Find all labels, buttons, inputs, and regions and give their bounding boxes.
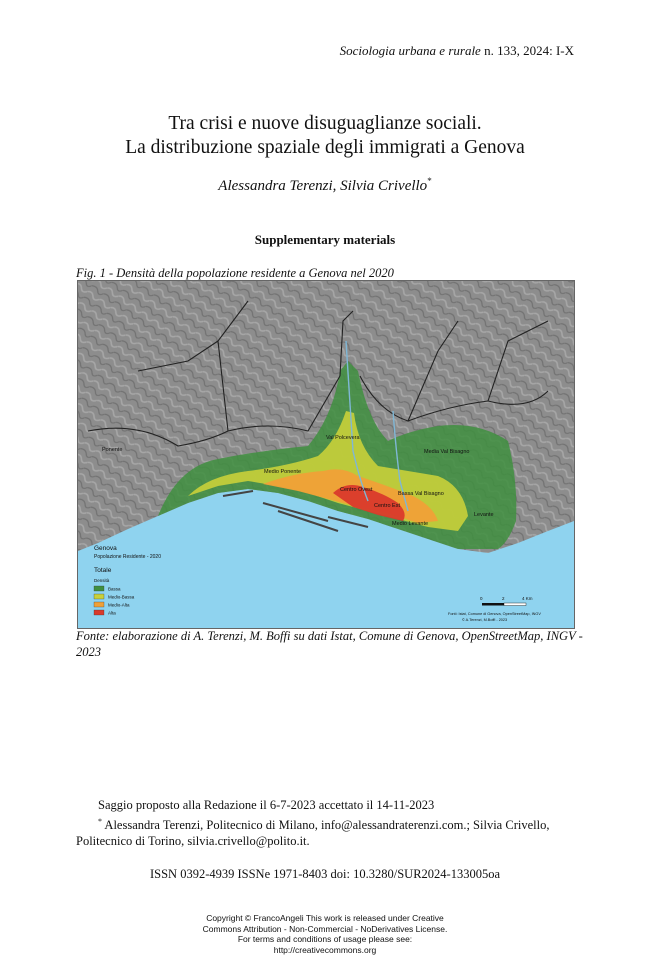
scale-bar-segment	[482, 603, 504, 606]
license-line: Copyright © FrancoAngeli This work is released under Creative	[206, 913, 444, 923]
legend-label: Alta	[108, 610, 116, 616]
license-notice	[0, 913, 650, 955]
article-title	[0, 112, 650, 160]
place-label: Levante	[474, 512, 494, 518]
legend-swatch-alta	[94, 610, 104, 615]
license-line: Commons Attribution - Non-Commercial - NoDerivatives License.	[202, 923, 448, 934]
place-label: Bassa Val Bisagno	[398, 491, 444, 497]
place-label: Ponente	[102, 447, 123, 453]
author-footnote-mark: *	[427, 176, 432, 186]
legend-heading: Totale	[94, 567, 112, 574]
footnote-mark: *	[98, 817, 102, 826]
author-names: Alessandra Terenzi, Silvia Crivello	[218, 178, 428, 194]
authors	[0, 176, 650, 195]
title-line-2: La distribuzione spaziale degli immigrati a Genova	[125, 137, 525, 158]
issn-doi: ISSN 0392-4939 ISSNe 1971-8403 doi: 10.3280/SUR2024-133005oa	[149, 867, 500, 881]
scale-tick: 0	[480, 596, 483, 601]
place-label: Medio Ponente	[264, 469, 301, 475]
map-credit-line: Fonti: Istat, Comune di Genova, OpenStreetMap, INGV	[448, 612, 541, 616]
figure-caption: Fig. 1 - Densità della popolazione residente a Genova nel 2020	[76, 266, 394, 280]
submission-note: Saggio proposto alla Redazione il 6-7-2023 accettato il 14-11-2023	[98, 798, 435, 812]
map-graphic	[78, 281, 574, 628]
legend-title: Genova	[94, 545, 117, 552]
scale-tick: 4 Km	[522, 596, 533, 601]
legend-subtitle: Popolazione Residente - 2020	[94, 554, 161, 560]
legend-swatch-bassa	[94, 586, 104, 591]
place-label: Centro Est	[374, 503, 400, 509]
section-heading: Supplementary materials	[254, 232, 396, 247]
place-label: Medio Levante	[392, 521, 429, 527]
journal-issue: n. 133, 2024: I-X	[480, 43, 574, 58]
title-line-1: Tra crisi e nuove disuguaglianze sociali.	[168, 113, 482, 134]
legend-label: Medio-Alta	[108, 602, 130, 608]
author-footnote	[76, 814, 596, 849]
scale-bar-segment	[504, 603, 526, 606]
journal-reference	[340, 43, 574, 59]
figure-source: Fonte: elaborazione di A. Terenzi, M. Boffi su dati Istat, Comune di Genova, OpenStreetMap, INGV - 2023	[76, 629, 583, 659]
place-label: Media Val Bisagno	[424, 449, 470, 455]
license-line: For terms and conditions of usage please see:	[237, 934, 413, 944]
legend-label: Medio-Bassa	[108, 594, 135, 600]
map-credit-line: © A.Terenzi, M.Boffi - 2023	[462, 618, 508, 622]
place-label: Val Polcevera	[326, 435, 360, 441]
legend-swatch-medio-alta	[94, 602, 104, 607]
footnote-text: Alessandra Terenzi, Politecnico di Milano, info@alessandraterenzi.com.; Silvia Crivello, Politecnico di Torino, silvia.crivello@polito.it.	[76, 818, 550, 849]
density-map	[77, 280, 575, 629]
scale-tick: 2	[502, 596, 505, 601]
place-label: Centro Ovest	[340, 487, 373, 493]
journal-name: Sociologia urbana e rurale	[339, 43, 481, 58]
legend-subheading: Densità	[94, 578, 110, 583]
legend-label: Bassa	[108, 586, 121, 592]
license-link[interactable]: http://creativecommons.org	[273, 944, 377, 955]
legend-swatch-medio-bassa	[94, 594, 104, 599]
